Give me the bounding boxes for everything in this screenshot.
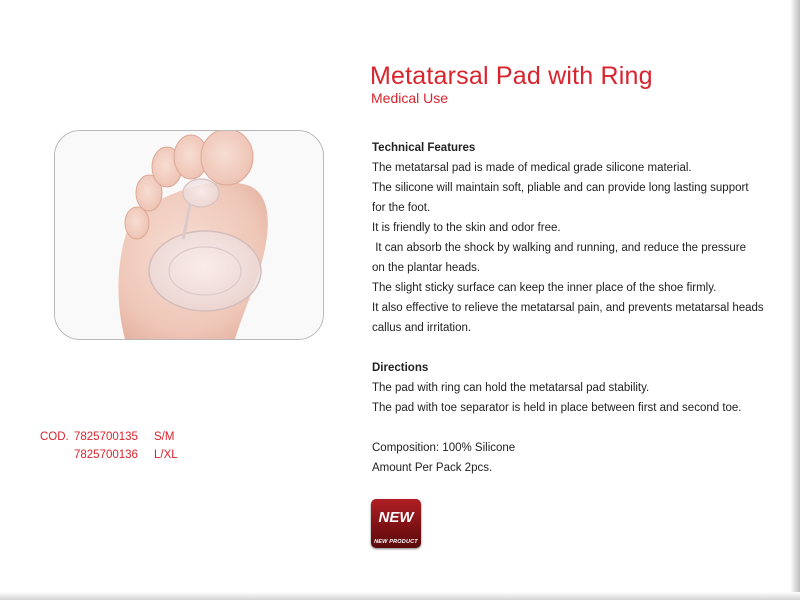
product-code: 7825700135 (74, 431, 138, 443)
description-block (372, 138, 772, 478)
page-edge-shadow-bottom (0, 592, 800, 600)
feature-line: The metatarsal pad is made of medical grade silicone material. (372, 162, 692, 174)
foot-with-pad-illustration (55, 131, 323, 339)
feature-line: It can absorb the shock by walking and running, and reduce the pressure (372, 242, 746, 254)
feature-line: The slight sticky surface can keep the inner place of the shoe firmly. (372, 282, 717, 294)
code-row (40, 428, 178, 446)
product-code: 7825700136 (74, 449, 138, 461)
product-size: L/XL (154, 449, 178, 461)
feature-line: It also effective to relieve the metatarsal pain, and prevents metatarsal heads (372, 302, 764, 314)
product-title: Metatarsal Pad with Ring (370, 62, 653, 90)
badge-sub-text: NEW PRODUCT (374, 539, 418, 545)
code-row (40, 446, 178, 464)
badge-main-text: NEW (378, 509, 414, 526)
feature-line: on the plantar heads. (372, 262, 481, 274)
product-codes (40, 428, 178, 464)
feature-line: for the foot. (372, 202, 431, 214)
direction-line: The pad with toe separator is held in place between first and second toe. (372, 402, 742, 414)
feature-line: It is friendly to the skin and odor free. (372, 222, 561, 234)
feature-line: The silicone will maintain soft, pliable and can provide long lasting support (372, 182, 749, 194)
technical-features-heading: Technical Features (372, 142, 476, 154)
composition-text: Composition: 100% Silicone (372, 442, 516, 454)
page-edge-shadow-right (790, 0, 800, 600)
directions-heading: Directions (372, 362, 429, 374)
product-photo (54, 130, 324, 340)
product-subtitle: Medical Use (371, 90, 449, 106)
new-product-badge (371, 499, 421, 548)
amount-per-pack-text: Amount Per Pack 2pcs. (372, 462, 493, 474)
direction-line: The pad with ring can hold the metatarsal pad stability. (372, 382, 650, 394)
product-size: S/M (154, 431, 175, 443)
feature-line: callus and irritation. (372, 322, 472, 334)
code-prefix: COD. (40, 431, 69, 443)
